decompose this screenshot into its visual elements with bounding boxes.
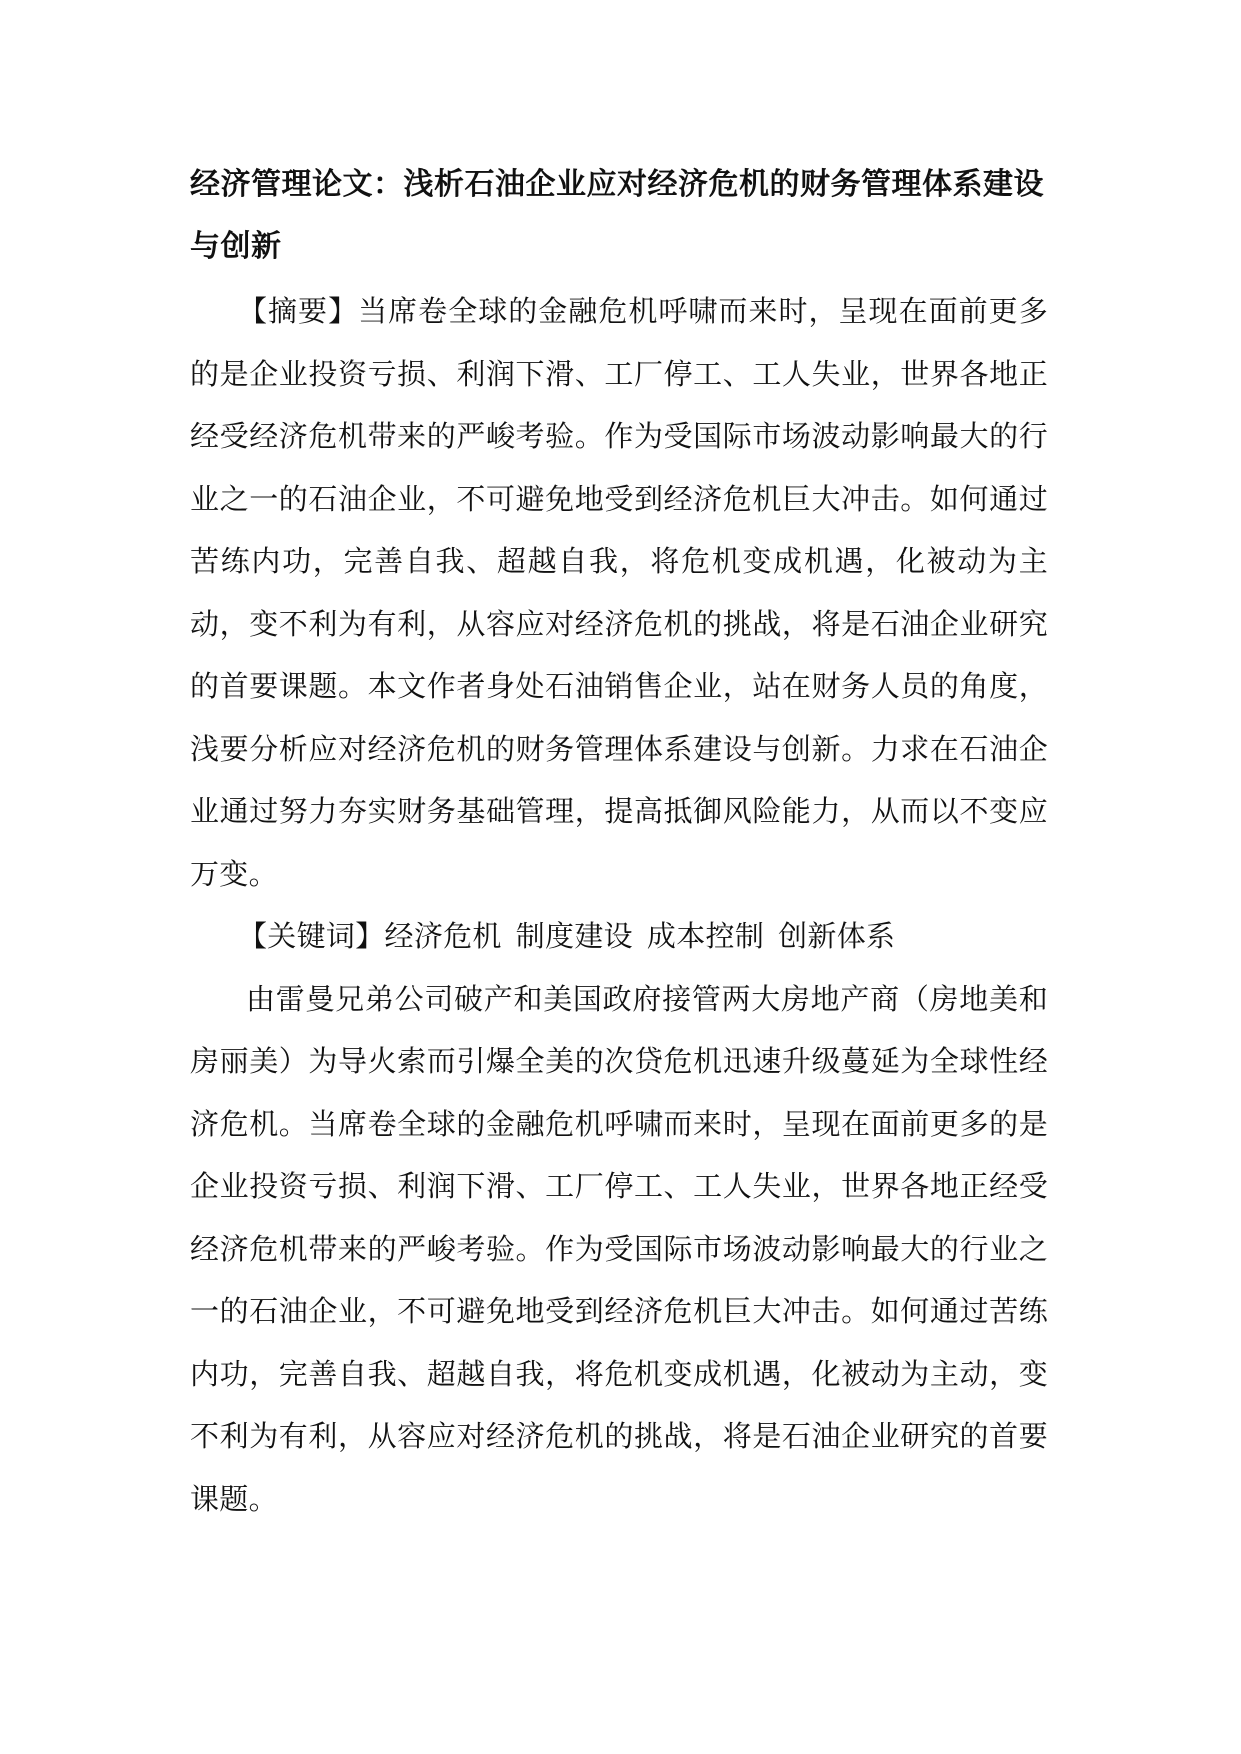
keywords-paragraph bbox=[190, 905, 1048, 968]
keyword-term: 制度建设 bbox=[515, 919, 633, 953]
keyword-term: 创新体系 bbox=[778, 919, 896, 953]
document-page bbox=[190, 154, 1048, 1530]
document-title: 经济管理论文：浅析石油企业应对经济危机的财务管理体系建设与创新 bbox=[190, 167, 1044, 264]
abstract-paragraph bbox=[190, 280, 1048, 905]
body-paragraph: 由雷曼兄弟公司破产和美国政府接管两大房地产商（房地美和房丽美）为导火索而引爆全美的次贷危机迅速升级蔓延为全球性经济危机。当席卷全球的金融危机呼啸而来时，呈现在面前更多的是企业投资亏损、利润下滑、工厂停工、工人失业，世界各地正经受经济危机带来的严峻考验。作为受国际市场波动影响最大的行业之一的石油企业，不可避免地受到经济危机巨大冲击。如何通过苦练内功，完善自我、超越自我，将危机变成机遇，化被动为主动，变不利为有利，从容应对经济危机的挑战，将是石油企业研究的首要课题。 bbox=[190, 981, 1048, 1516]
keyword-term: 经济危机 bbox=[384, 919, 502, 953]
abstract-label: 【摘要】 bbox=[238, 294, 359, 328]
keywords-label: 【关键词】 bbox=[238, 919, 385, 953]
abstract-text: 当席卷全球的金融危机呼啸而来时，呈现在面前更多的是企业投资亏损、利润下滑、工厂停工、工人失业，世界各地正经受经济危机带来的严峻考验。作为受国际市场波动影响最大的行业之一的石油企业，不可避免地受到经济危机巨大冲击。如何通过苦练内功，完善自我、超越自我，将危机变成机遇，化被动为主动，变不利为有利，从容应对经济危机的挑战，将是石油企业研究的首要课题。本文作者身处石油销售企业，站在财务人员的角度，浅要分析应对经济危机的财务管理体系建设与创新。力求在石油企业通过努力夯实财务基础管理，提高抵御风险能力，从而以不变应万变。 bbox=[190, 294, 1048, 891]
keyword-term: 成本控制 bbox=[646, 919, 765, 953]
